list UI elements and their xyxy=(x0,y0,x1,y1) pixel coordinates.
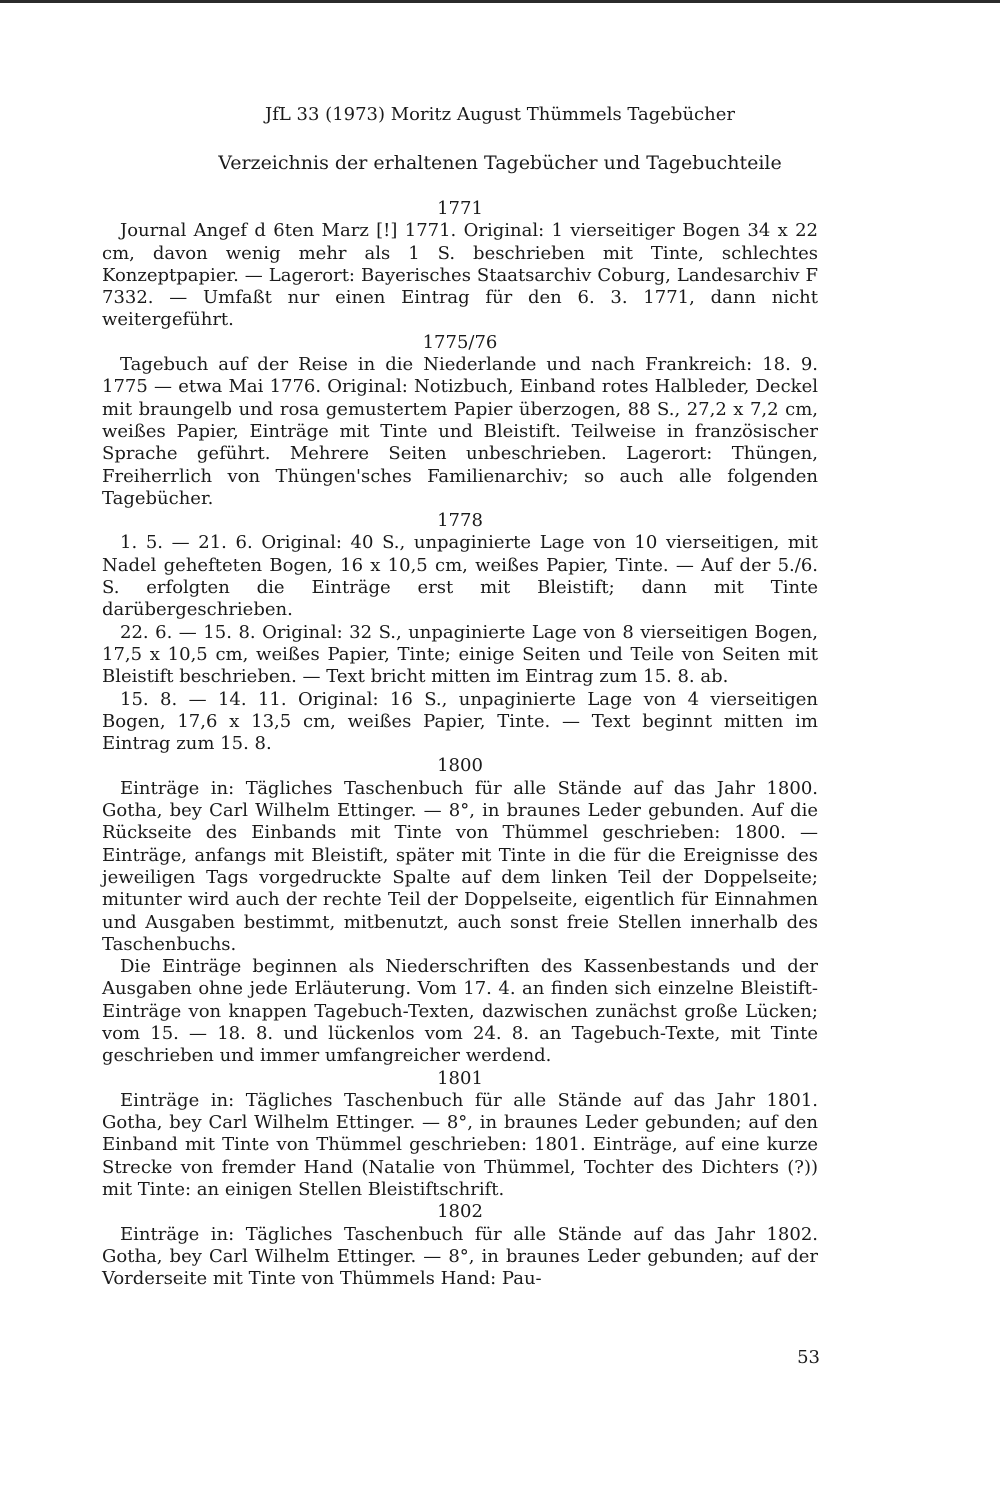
year-heading-1771: 1771 xyxy=(437,198,483,219)
section-title: Verzeichnis der erhaltenen Tagebücher und Tagebuchteile xyxy=(218,152,782,174)
year-heading-1775-76: 1775/76 xyxy=(422,331,498,353)
entry-paragraph: Einträge in: Tägliches Taschenbuch für alle Stände auf das Jahr 1802. Gotha, bey Carl Wilhelm Ettinger. — 8°, in braunes Leder gebunden; auf der Vorderseite mit Tinte von Thümmels Hand: Pau- xyxy=(102,1223,818,1290)
entry-paragraph: 1. 5. — 21. 6. Original: 40 S., unpaginierte Lage von 10 vierseitigen, mit Nadel gehefteten Bogen, 16 x 10,5 cm, weißes Papier, Tinte. — Auf der 5./6. S. erfolgten die Einträge erst mit Bleistift; dann mit Tinte darübergeschrieben. xyxy=(102,532,818,621)
entry-paragraph: Die Einträge beginnen als Niederschriften des Kassenbestands und der Ausgaben ohne jede Erläuterung. Vom 17. 4. an finden sich einzelne Bleistift-Einträge von knappen Tagebuch-Texten, dazwischen zunächst große Lücken; vom 15. — 18. 8. und lückenlos vom 24. 8. an Tagebuch-Texte, mit Tinte geschrieben und immer umfangreicher werdend. xyxy=(102,956,818,1067)
year-heading-1778: 1778 xyxy=(437,510,483,532)
document-body xyxy=(102,198,818,1291)
entry-paragraph: Journal Angef d 6ten Marz [!] 1771. Original: 1 vierseitiger Bogen 34 x 22 cm, davon wenig mehr als 1 S. beschrieben mit Tinte, schlechtes Konzeptpapier. — Lagerort: Bayerisches Staatsarchiv Coburg, Landesarchiv F 7332. — Umfaßt nur einen Eintrag für den 6. 3. 1771, dann nicht weitergeführt. xyxy=(102,220,818,331)
entry-paragraph: Tagebuch auf der Reise in die Niederlande und nach Frankreich: 18. 9. 1775 — etwa Mai 1776. Original: Notizbuch, Einband rotes Halbleder, Deckel mit braungelb und rosa gemustertem Papier überzogen, 88 S., 27,2 x 7,2 cm, weißes Papier, Einträge mit Tinte und Bleistift. Teilweise in französischer Sprache geführt. Mehrere Seiten unbeschrieben. Lagerort: Thüngen, Freiherrlich von Thüngen'sches Familienarchiv; so auch alle folgenden Tagebücher. xyxy=(102,354,818,509)
year-heading-1802: 1802 xyxy=(437,1201,483,1223)
running-head: JfL 33 (1973) Moritz August Thümmels Tagebücher xyxy=(265,104,735,125)
entry-paragraph: Einträge in: Tägliches Taschenbuch für alle Stände auf das Jahr 1801. Gotha, bey Carl Wilhelm Ettinger. — 8°, in braunes Leder gebunden; auf den Einband mit Tinte von Thümmel geschrieben: 1801. Einträge, auf eine kurze Strecke von fremder Hand (Natalie von Thümmel, Tochter des Dichters (?)) mit Tinte: an einigen Stellen Bleistiftschrift. xyxy=(102,1089,818,1201)
entry-paragraph: 22. 6. — 15. 8. Original: 32 S., unpaginierte Lage von 8 vierseitigen Bogen, 17,5 x 10,5 cm, weißes Papier, Tinte; einige Seiten und Teile von Seiten mit Bleistift beschrieben. — Text bricht mitten im Eintrag zum 15. 8. ab. xyxy=(102,621,818,688)
top-border-rule xyxy=(0,0,1000,3)
year-heading-1800: 1800 xyxy=(437,755,483,777)
page-number: 53 xyxy=(797,1347,820,1368)
entry-paragraph: Einträge in: Tägliches Taschenbuch für alle Stände auf das Jahr 1800. Gotha, bey Carl Wilhelm Ettinger. — 8°, in braunes Leder gebunden. Auf die Rückseite des Einbands mit Tinte von Thümmel geschrieben: 1800. — Einträge, anfangs mit Bleistift, später mit Tinte in die für die Ereignisse des jeweiligen Tags vorgedruckte Spalte auf dem linken Teil der Doppelseite; mitunter wird auch der rechte Teil der Doppelseite, eigentlich für Einnahmen und Ausgaben bestimmt, mitbenutzt, auch sonst freie Stellen innerhalb des Taschenbuchs. xyxy=(102,777,818,955)
entry-paragraph: 15. 8. — 14. 11. Original: 16 S., unpaginierte Lage von 4 vierseitigen Bogen, 17,6 x 13,5 cm, weißes Papier, Tinte. — Text beginnt mitten im Eintrag zum 15. 8. xyxy=(102,688,818,755)
year-heading-1801: 1801 xyxy=(437,1067,483,1089)
